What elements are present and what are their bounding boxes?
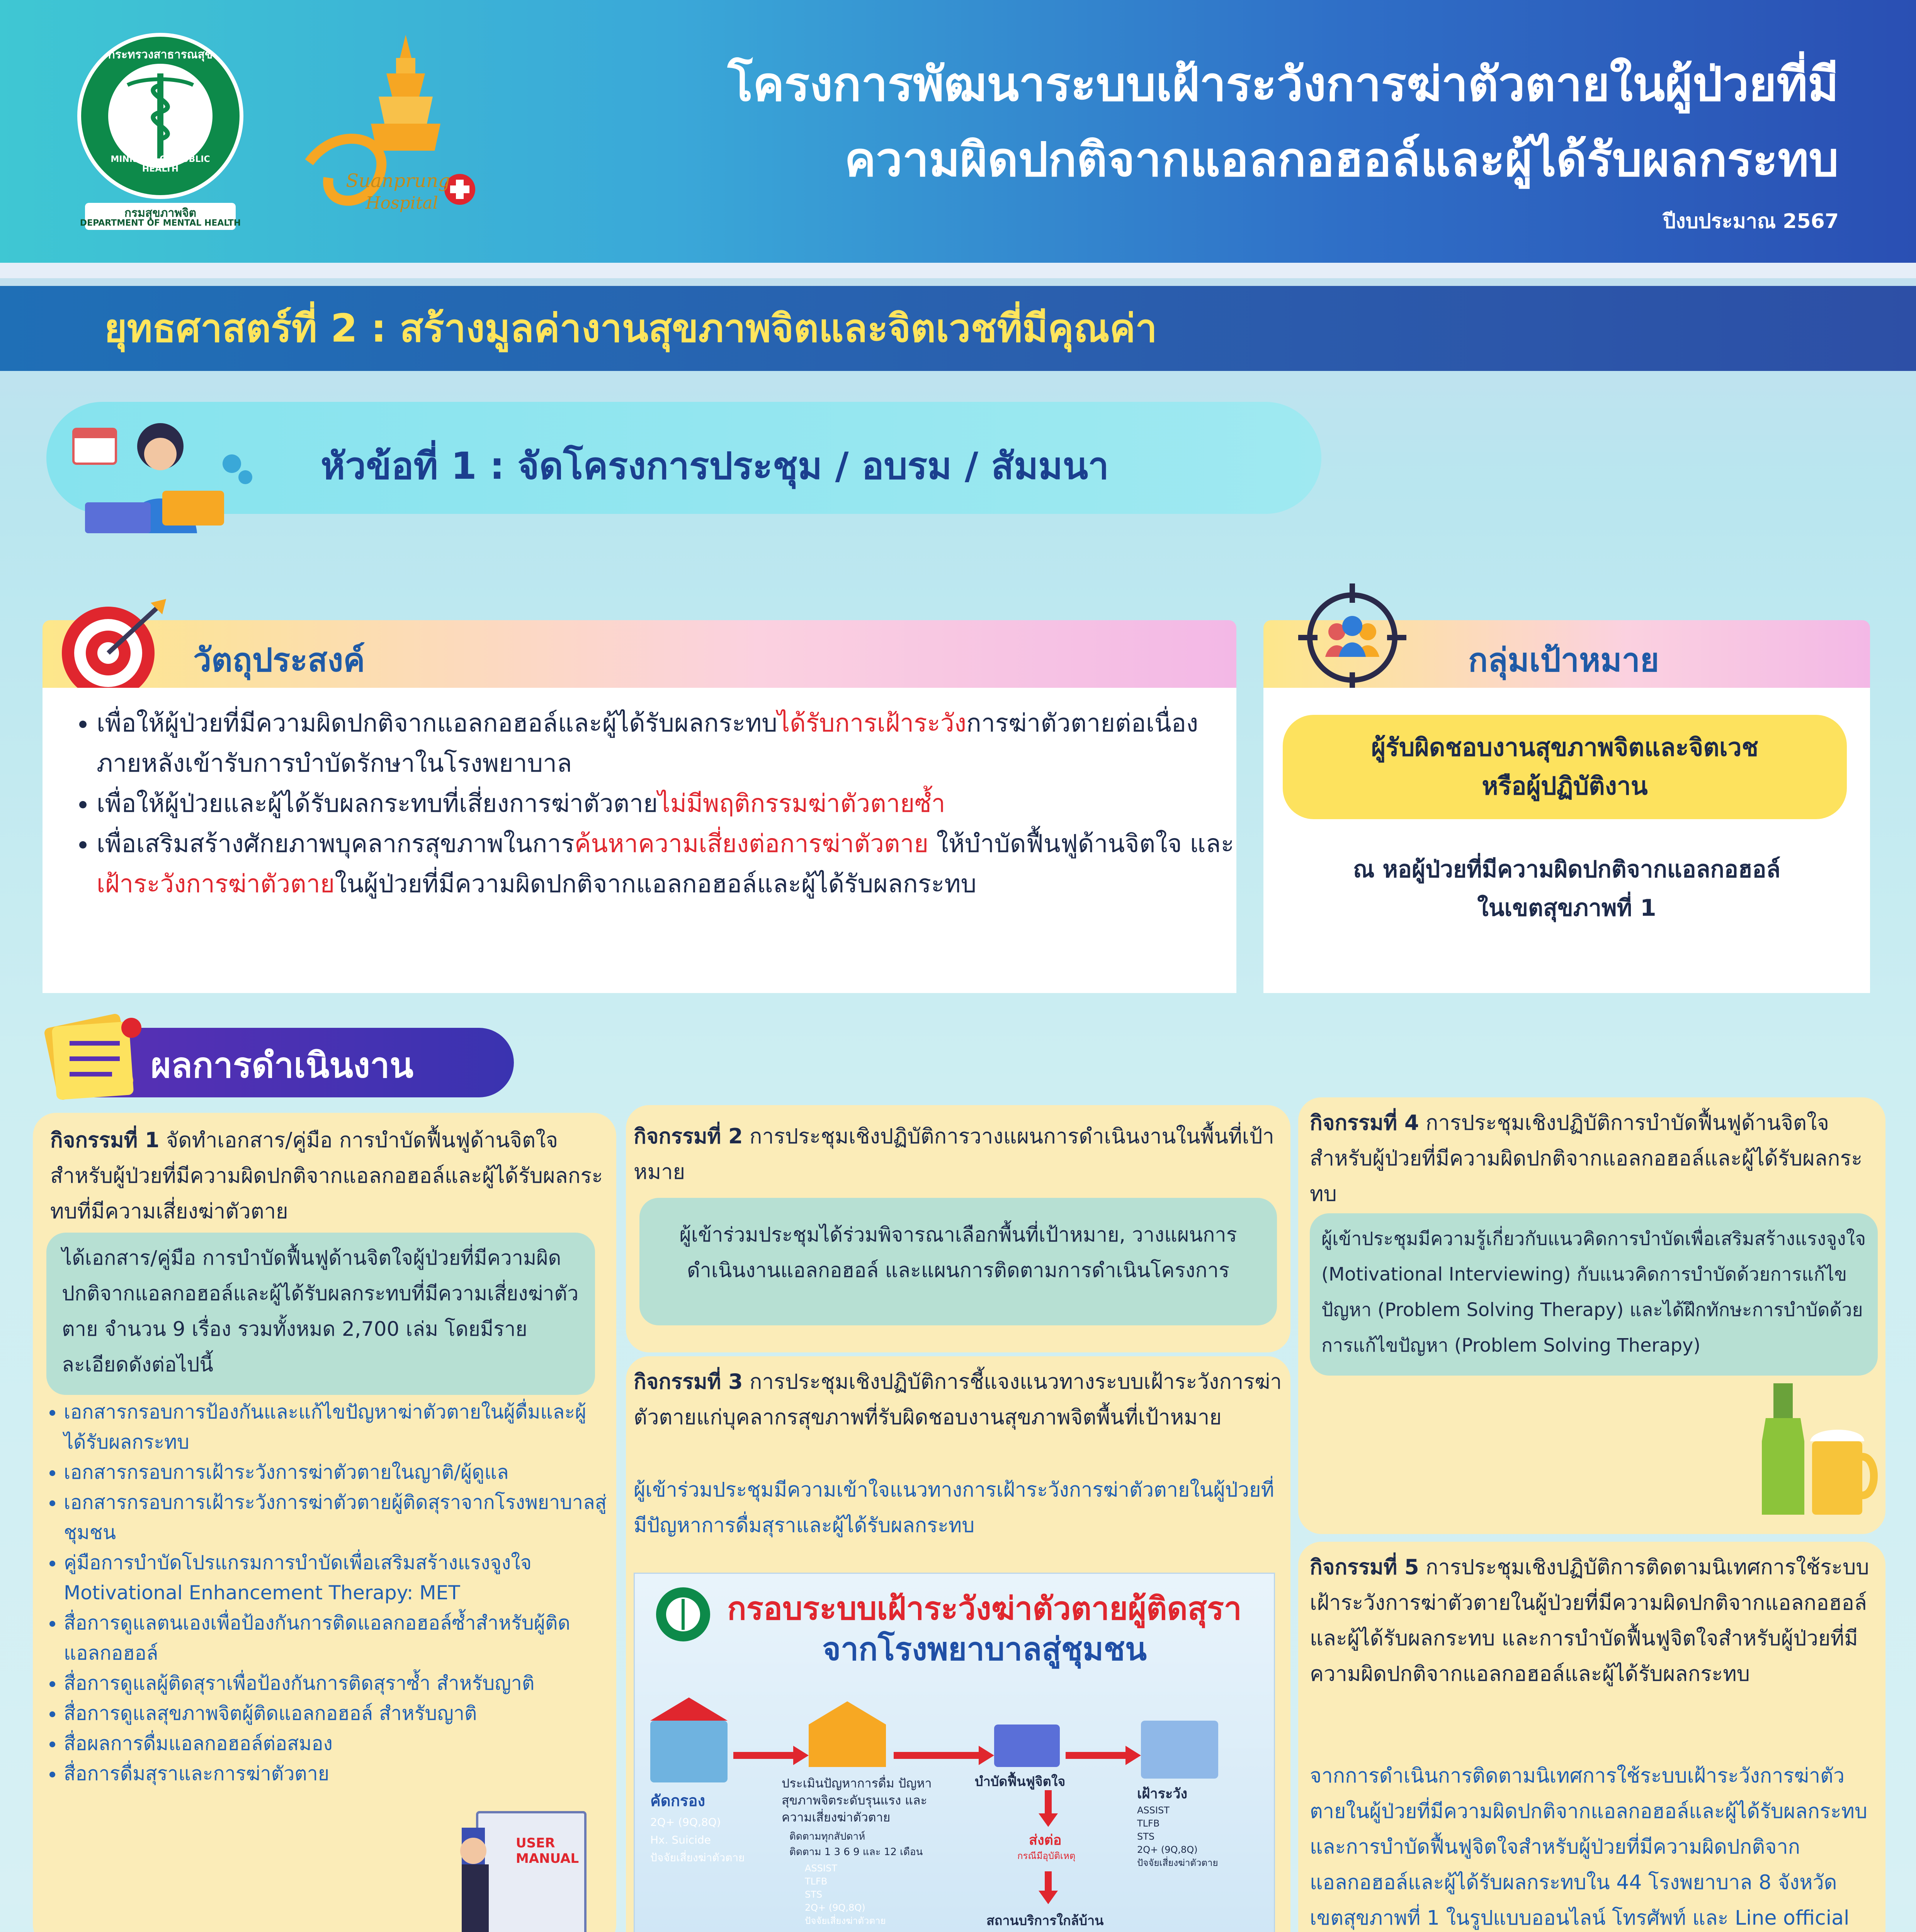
budget-year: ปีงบประมาณ 2567 [1663, 210, 1839, 233]
framework-assess-sub-item: ปัจจัยเสี่ยงฆ่าตัวตาย [805, 1915, 886, 1926]
activity5-result: จากการดำเนินการติดตามนิเทศการใช้ระบบเฝ้าระวังการฆ่าตัวตายในผู้ป่วยที่มีความผิดปกติจากแอลกอฮอล์และผู้ได้รับผลกระทบ และการบำบัดฟื้นฟูจิตใจสำหรับผู้ป่วยที่มีความผิดปกติจากแอลกอฮอล์และผู้ได้รับผลกระทบใน 44 โรงพยาบาล 8 จังหวัด เขตสุขภาพที่ 1 ในรูปแบบออนไลน์ โทรศัพท์ และ Line official [1310, 1764, 1867, 1930]
activity1-item: • เอกสารกรอบการเฝ้าระวังการฆ่าตัวตายผู้ติดสุราจากโรงพยาบาลสู่ชุมชน [64, 1487, 609, 1548]
activity1-item: • เอกสารกรอบการป้องกันและแก้ไขปัญหาฆ่าตัวตายในผู้ดื่มและผู้ได้รับผลกระทบ [64, 1397, 609, 1457]
activity4-result-text: ผู้เข้าประชุมมีความรู้เกี่ยวกับแนวคิดการบำบัดเพื่อเสริมสร้างแรงจูงใจ (Motivational Interviewing) กับแนวคิดการบำบัดด้วยการแก้ไขปัญหา (Problem Solving Therapy) และได้ฝึกทักษะการบำบัดด้วยการแก้ไขปัญหา (Problem Solving Therapy) [1321, 1228, 1866, 1356]
framework-service: สถานบริการใกล้บ้าน [986, 1913, 1104, 1929]
framework-assess: ประเมินปัญหาการดื่ม ปัญหาสุขภาพจิตระดับรุนแรง และ ความเสี่ยงฆ่าตัวตาย [782, 1776, 932, 1825]
framework-screen-items [650, 1813, 766, 1867]
framework-monitor-item: 2Q+ (9Q,8Q) [1137, 1844, 1198, 1855]
target-location-line2: ในเขตสุขภาพที่ 1 [1477, 895, 1656, 922]
title-line-2: ความผิดปกติจากแอลกอฮอล์และผู้ได้รับผลกระทบ [844, 132, 1839, 187]
activity3-card [626, 1356, 1290, 1932]
objective-item-3: • เพื่อเสริมสร้างศักยภาพบุคลากรสุขภาพในการค้นหาความเสี่ยงต่อการฆ่าตัวตาย ให้บำบัดฟื้นฟูด้านจิตใจ และเฝ้าระวังการฆ่าตัวตายในผู้ป่วยที่มีความผิดปกติจากแอลกอฮอล์และผู้ได้รับผลกระทบ [97, 824, 1236, 904]
framework-refer: ส่งต่อ [1029, 1832, 1062, 1848]
target-heading: กลุ่มเป้าหมาย [1468, 641, 1659, 679]
activity1-item: • สื่อการดูแลตนเองเพื่อป้องกันการติดแอลกอฮอล์ซ้ำสำหรับผู้ติดแอลกอฮอล์ [64, 1608, 609, 1668]
framework-monitor-items [1137, 1804, 1265, 1869]
objectives-list [66, 703, 1236, 904]
moph-dept-th: กรมสุขภาพจิต [124, 206, 197, 220]
hospital-logo [278, 23, 495, 240]
user-manual-label: USER MANUAL [516, 1835, 579, 1866]
target-group-icon [1294, 580, 1410, 696]
framework-assess-sub-item: ASSIST [805, 1863, 837, 1874]
activity1-items [41, 1397, 609, 1789]
framework-assess-item: ติดตาม 1 3 6 9 และ 12 เดือน [789, 1846, 923, 1858]
header-divider [0, 263, 1916, 278]
activity3-title: กิจกรรมที่ 3 การประชุมเชิงปฏิบัติการชี้แจงแนวทางระบบเฝ้าระวังการฆ่าตัวตายแก่บุคลากรสุขภาพที่รับผิดชอบงานสุขภาพจิตพื้นที่เป้าหมาย [634, 1369, 1282, 1429]
activity4-title: กิจกรรมที่ 4 การประชุมเชิงปฏิบัติการบำบัดฟื้นฟูด้านจิตใจสำหรับผู้ป่วยที่มีความผิดปกติจากแอลกอฮอล์และผู้ได้รับผลกระทบ [1310, 1111, 1863, 1206]
framework-title-line1: กรอบระบบเฝ้าระวังฆ่าตัวตายผู้ติดสุรา [727, 1590, 1242, 1627]
moph-dept-en: DEPARTMENT OF MENTAL HEALTH [80, 218, 241, 228]
activity1-item: • คู่มือการบำบัดโปรแกรมการบำบัดเพื่อเสริมสร้างแรงจูงใจ Motivational Enhancement Therapy: MET [64, 1548, 609, 1608]
framework-rehab: บำบัดฟื้นฟูจิตใจ [975, 1774, 1066, 1789]
framework-monitor-item: ปัจจัยเสี่ยงฆ่าตัวตาย [1137, 1857, 1218, 1868]
activity1-item: • เอกสารกรอบการเฝ้าระวังการฆ่าตัวตายในญาติ/ผู้ดูแล [64, 1457, 609, 1487]
framework-assess-items [789, 1829, 952, 1860]
framework-screen-item: ปัจจัยเสี่ยงฆ่าตัวตาย [650, 1851, 745, 1864]
topic1-title: หัวข้อที่ 1 : จัดโครงการประชุม / อบรม / สัมมนา [321, 444, 1109, 488]
moph-name-en: MINISTRY OF PUBLIC HEALTH [111, 155, 210, 174]
activity2-title: กิจกรรมที่ 2 การประชุมเชิงปฏิบัติการวางแผนการดำเนินงานในพื้นที่เป้าหมาย [634, 1124, 1274, 1184]
moph-name-th: กระทรวงสาธารณสุข [108, 48, 213, 61]
framework-title-line2: จากโรงพยาบาลสู่ชุมชน [822, 1631, 1147, 1668]
framework-infographic [634, 1573, 1275, 1932]
activity5-card [1298, 1542, 1885, 1932]
activity1-title: กิจกรรมที่ 1 จัดทำเอกสาร/คู่มือ การบำบัดฟื้นฟูด้านจิตใจสำหรับผู้ป่วยที่มีความผิดปกติจากแอลกอฮอล์และผู้ได้รับผลกระทบที่มีความเสี่ยงฆ่าตัวตาย [50, 1128, 603, 1223]
moph-logo [70, 27, 251, 236]
office-worker-icon [62, 410, 263, 533]
framework-assess-sub-item: STS [805, 1889, 823, 1900]
hospital-name-line1: Suanprung [346, 170, 450, 192]
activity2-result-text: ผู้เข้าร่วมประชุมได้ร่วมพิจารณาเลือกพื้นที่เป้าหมาย, วางแผนการดำเนินงานแอลกอฮอล์ และแผนการติดตามการดำเนินโครงการ [679, 1223, 1237, 1282]
objectives-panel [43, 688, 1236, 993]
strategy-title: ยุทธศาสตร์ที่ 2 : สร้างมูลค่างานสุขภาพจิตและจิตเวชที่มีคุณค่า [104, 306, 1157, 351]
results-heading: ผลการดำเนินงาน [151, 1045, 414, 1086]
activity5-title: กิจกรรมที่ 5 การประชุมเชิงปฏิบัติการติดตามนิเทศการใช้ระบบเฝ้าระวังการฆ่าตัวตายในผู้ป่วยที่มีความผิดปกติจากแอลกอฮอล์และผู้ได้รับผลกระทบ และการบำบัดฟื้นฟูจิตใจสำหรับผู้ป่วยที่มีความผิดปกติจากแอลกอฮอล์และผู้ได้รับผลกระทบ [1310, 1555, 1869, 1686]
activity4-result-box [1310, 1213, 1878, 1376]
activity1-item: • สื่อการดื่มสุราและการฆ่าตัวตาย [64, 1759, 609, 1789]
activity1-result-box [46, 1233, 595, 1395]
framework-assess-sub-item: TLFB [805, 1876, 828, 1887]
framework-assess-item: ติดตามทุกสัปดาห์ [789, 1831, 865, 1842]
activity1-card [33, 1113, 616, 1932]
user-manual-illustration [435, 1804, 597, 1932]
activity2-card [626, 1105, 1290, 1352]
moph-emblem-small-icon [654, 1585, 712, 1643]
framework-screen: คัดกรอง [650, 1792, 705, 1810]
target-location-line1: ณ หอผู้ป่วยที่มีความผิดปกติจากแอลกอฮอล์ [1353, 856, 1781, 883]
framework-monitor: เฝ้าระวัง [1137, 1786, 1188, 1802]
framework-assess-sub [805, 1862, 928, 1927]
activity1-item: • สื่อการดูแลสุขภาพจิตผู้ติดแอลกอฮอล์ สำหรับญาติ [64, 1698, 609, 1728]
activity2-result-box [639, 1198, 1277, 1325]
title-line-1: โครงการพัฒนาระบบเฝ้าระวังการฆ่าตัวตายในผู้ป่วยที่มี [727, 57, 1839, 112]
target-panel [1263, 688, 1870, 993]
framework-monitor-item: STS [1137, 1831, 1155, 1842]
activity3-result: ผู้เข้าร่วมประชุมมีความเข้าใจแนวทางการเฝ้าระวังการฆ่าตัวตายในผู้ป่วยที่มีปัญหาการดื่มสุราและผู้ได้รับผลกระทบ [634, 1478, 1274, 1537]
objective-item-2: • เพื่อให้ผู้ป่วยและผู้ได้รับผลกระทบที่เสี่ยงการฆ่าตัวตายไม่มีพฤติกรรมฆ่าตัวตายซ้ำ [97, 784, 1236, 824]
activity1-result-text: ได้เอกสาร/คู่มือ การบำบัดฟื้นฟูด้านจิตใจผู้ป่วยที่มีความผิดปกติจากแอลกอฮอล์และผู้ได้รับผลกระทบที่มีความเสี่ยงฆ่าตัวตาย จำนวน 9 เรื่อง รวมทั้งหมด 2,700 เล่ม โดยมีรายละเอียดดังต่อไปนี้ [62, 1247, 579, 1376]
framework-assess-sub-item: 2Q+ (9Q,8Q) [805, 1902, 865, 1913]
framework-screen-item: Hx. Suicide [650, 1833, 711, 1846]
framework-screen-item: 2Q+ (9Q,8Q) [650, 1816, 721, 1828]
activity4-card [1298, 1097, 1885, 1534]
objective-item-1: • เพื่อให้ผู้ป่วยที่มีความผิดปกติจากแอลกอฮอล์และผู้ได้รับผลกระทบได้รับการเฝ้าระวังการฆ่าตัวตายต่อเนื่องภายหลังเข้ารับการบำบัดรักษาในโรงพยาบาล [97, 703, 1236, 784]
bottle-and-beer-icon [1746, 1383, 1878, 1522]
document-stack-icon [35, 1005, 151, 1105]
topic1-illustration [62, 410, 263, 533]
framework-refer-sub: กรณีมีอุบัติเหตุ [1017, 1850, 1076, 1861]
target-role-line1: ผู้รับผิดชอบงานสุขภาพจิตและจิตเวช [1371, 733, 1759, 762]
framework-monitor-item: TLFB [1137, 1818, 1160, 1829]
objectives-heading: วัตถุประสงค์ [193, 641, 365, 679]
target-role-line2: หรือผู้ปฏิบัติงาน [1482, 772, 1648, 801]
activity1-item: • สื่อผลการดื่มแอลกอฮอล์ต่อสมอง [64, 1728, 609, 1759]
framework-monitor-item: ASSIST [1137, 1805, 1170, 1816]
activity1-item: • สื่อการดูแลผู้ติดสุราเพื่อป้องกันการติดสุราซ้ำ สำหรับญาติ [64, 1668, 609, 1698]
hospital-name-line2: Hospital [366, 193, 438, 213]
